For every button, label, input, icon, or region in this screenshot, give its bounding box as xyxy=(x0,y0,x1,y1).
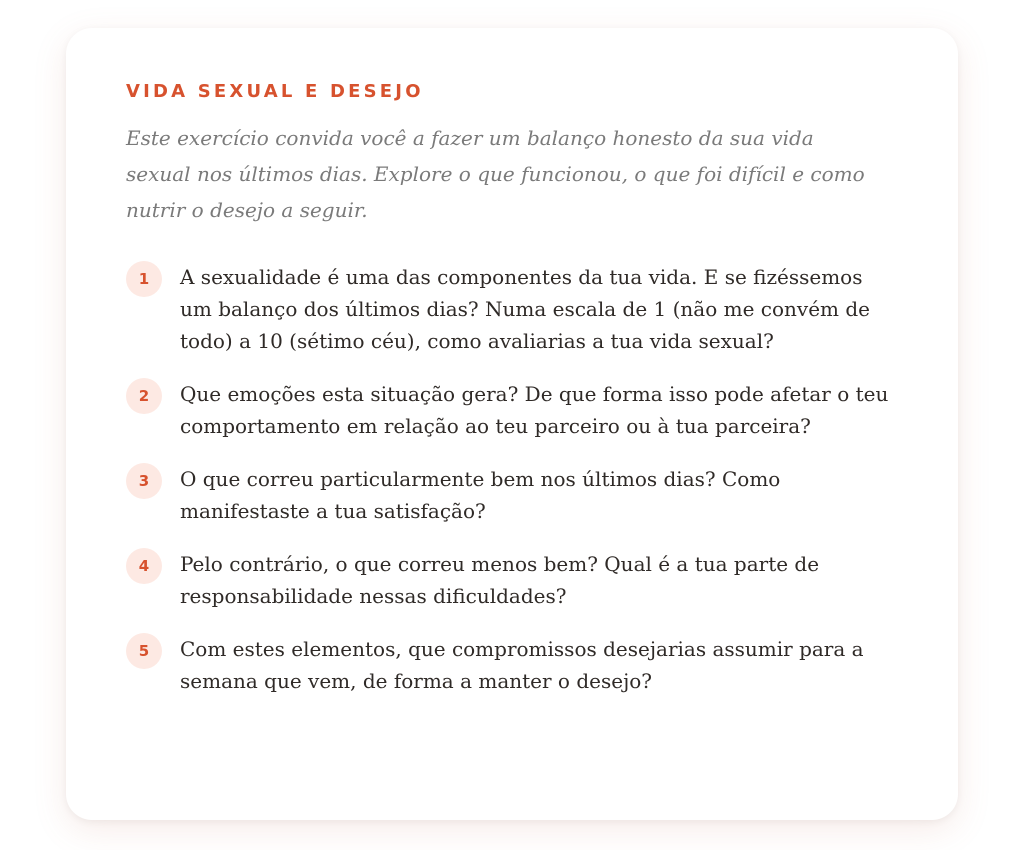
question-item xyxy=(126,378,898,442)
question-item xyxy=(126,548,898,612)
question-item xyxy=(126,261,898,357)
question-text: O que correu particularmente bem nos últimos dias? Como manifestaste a tua satisfação? xyxy=(180,467,781,523)
section-title: VIDA SEXUAL E DESEJO xyxy=(126,81,424,102)
exercise-card xyxy=(66,28,958,820)
question-item xyxy=(126,633,898,697)
question-item xyxy=(126,463,898,527)
question-text: Pelo contrário, o que correu menos bem? Qual é a tua parte de responsabilidade nessas dificuldades? xyxy=(180,552,820,608)
question-number-badge: 4 xyxy=(126,548,162,584)
question-list xyxy=(126,261,898,697)
question-text: Com estes elementos, que compromissos desejarias assumir para a semana que vem, de forma a manter o desejo? xyxy=(180,637,864,693)
question-text: Que emoções esta situação gera? De que forma isso pode afetar o teu comportamento em relação ao teu parceiro ou à tua parceira? xyxy=(180,382,889,438)
question-number-badge: 1 xyxy=(126,261,162,297)
question-text: A sexualidade é uma das componentes da tua vida. E se fizéssemos um balanço dos últimos dias? Numa escala de 1 (não me convém de todo) a 10 (sétimo céu), como avaliarias a tua vida sexual? xyxy=(180,265,870,353)
question-number-badge: 2 xyxy=(126,378,162,414)
section-intro: Este exercício convida você a fazer um balanço honesto da sua vida sexual nos últimos dias. Explore o que funcionou, o que foi difícil e como nutrir o desejo a seguir. xyxy=(126,126,865,222)
question-number-badge: 5 xyxy=(126,633,162,669)
question-number-badge: 3 xyxy=(126,463,162,499)
